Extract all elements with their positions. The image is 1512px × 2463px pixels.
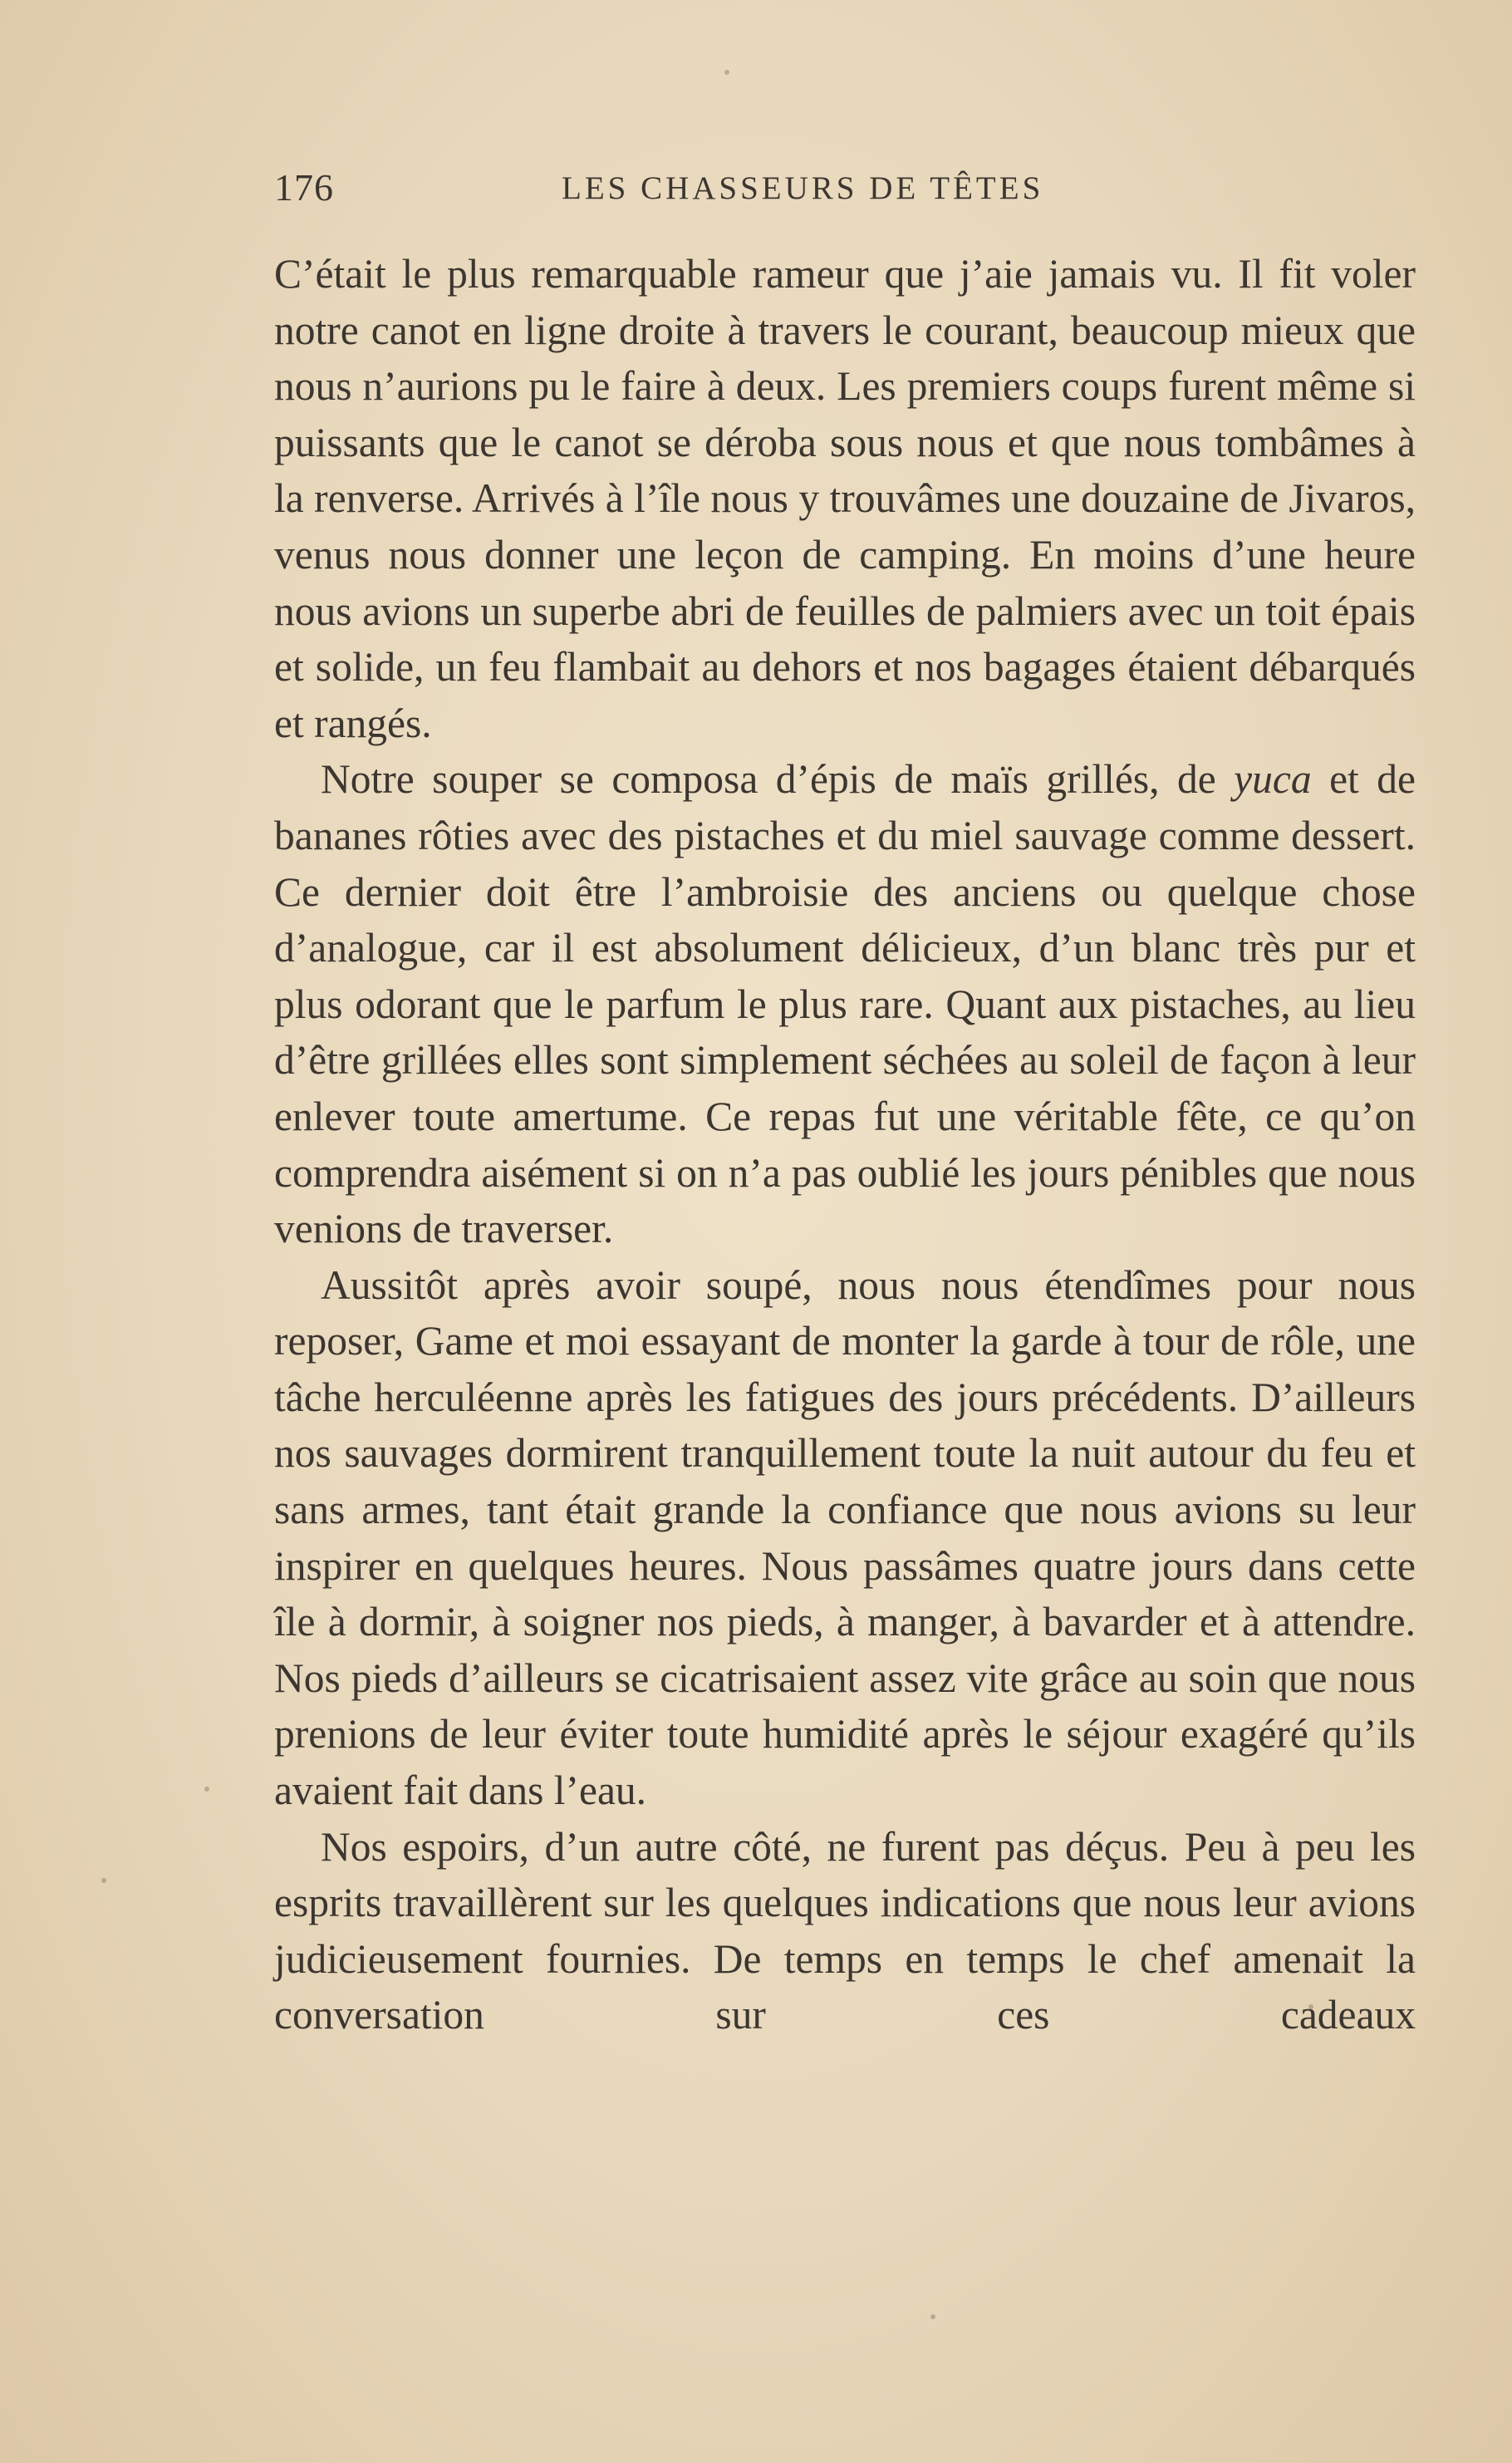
paragraph-3-text: Aussitôt après avoir soupé, nous nous étendîmes pour nous reposer, Game et moi essayant de monter la garde à tour de rôle, une tâche herculéenne après les fatigues des jours précédents. D’ailleurs nos sauvages dormirent tranquillement toute la nuit autour du feu et sans armes, tant était grande la confiance que nous avions su leur inspirer en quelques heures. Nous passâmes quatre jours dans cette île à dormir, à soigner nos pieds, à manger, à bavarder et à attendre. Nos pieds d’ailleurs se cicatrisaient assez vite grâce au soin que nous prenions de leur éviter toute humidité après le séjour exagéré qu’ils avaient fait dans l’eau. <box>274 1261 1416 1814</box>
body-text <box>274 246 1416 2043</box>
paragraph-4 <box>274 1819 1416 2043</box>
paper-speck <box>204 1787 209 1792</box>
page-number: 176 <box>274 166 334 209</box>
paper-speck <box>724 70 729 75</box>
paragraph-1-text: C’était le plus remarquable rameur que j’aie jamais vu. Il fit voler notre canot en ligne droite à travers le courant, beaucoup mieux que nous n’aurions pu le faire à deux. Les premiers coups furent même si puissants que le canot se déroba sous nous et que nous tombâmes à la renverse. Arrivés à l’île nous y trouvâmes une douzaine de Jivaros, venus nous donner une leçon de camping. En moins d’une heure nous avions un superbe abri de feuilles de palmiers avec un toit épais et solide, un feu flambait au dehors et nos bagages étaient débarqués et rangés. <box>274 251 1416 746</box>
paragraph-1 <box>274 246 1416 751</box>
italic-word-yuca: yuca <box>1234 756 1312 803</box>
running-title: LES CHASSEURS DE TÊTES <box>562 170 1044 206</box>
paragraph-2 <box>274 751 1416 1256</box>
paragraph-2-text-start: Notre souper se composa d’épis de maïs grillés, de <box>321 756 1235 803</box>
paragraph-4-text: Nos espoirs, d’un autre côté, ne furent pas déçus. Peu à peu les esprits travaillèrent sur les quelques indications que nous leur avions judicieusement fournies. De temps en temps le chef amenait la conversation sur ces cadeaux <box>274 1823 1416 2038</box>
paper-speck <box>101 1878 106 1883</box>
paper-speck <box>930 2314 935 2319</box>
paragraph-2-text-end: et de bananes rôties avec des pistaches et du miel sauvage comme dessert. Ce dernier doit être l’ambroisie des anciens ou quelque chose d’analogue, car il est absolument délicieux, d’un blanc très pur et plus odorant que le parfum le plus rare. Quant aux pistaches, au lieu d’être grillées elles sont simplement séchées au soleil de façon à leur enlever toute amertume. Ce repas fut une véritable fête, ce qu’on comprendra aisément si on n’a pas oublié les jours pénibles que nous venions de traverser. <box>274 756 1416 1252</box>
paragraph-3 <box>274 1257 1416 1819</box>
running-head <box>274 163 1421 213</box>
